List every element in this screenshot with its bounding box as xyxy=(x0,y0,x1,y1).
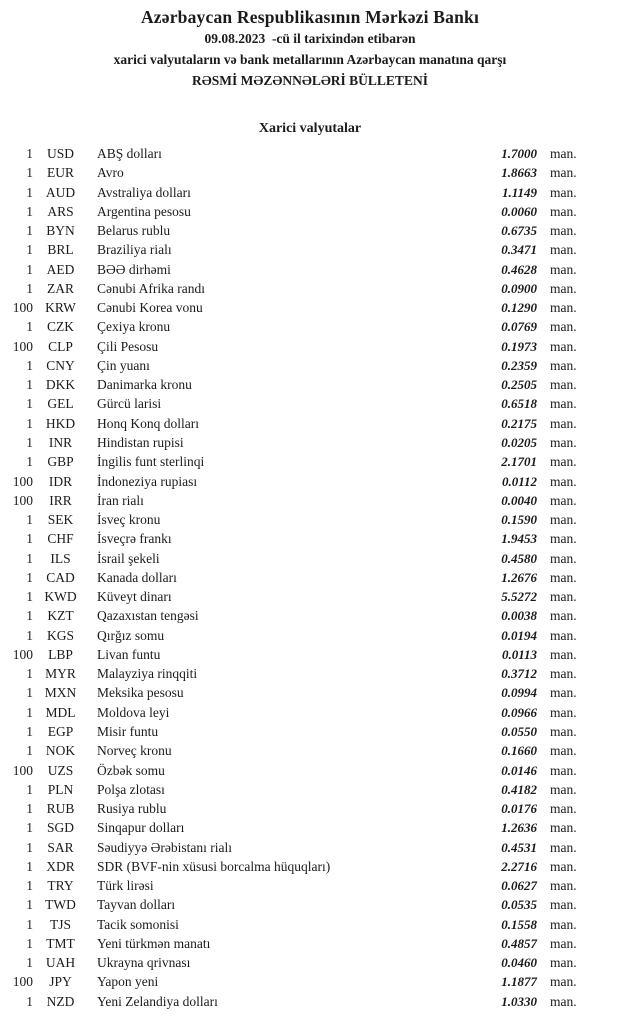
currency-name: Belarus rublu xyxy=(97,223,171,239)
exchange-rate-row xyxy=(0,818,620,837)
exchange-rate-row xyxy=(0,568,620,587)
currency-quantity: 100 xyxy=(12,338,33,354)
currency-quantity: 100 xyxy=(12,974,33,990)
effective-date-line: 09.08.2023 -cü il tarixindən etibarən xyxy=(204,31,416,46)
currency-code: NOK xyxy=(45,743,76,759)
exchange-rate-row xyxy=(0,972,620,991)
rate-unit-label: man. xyxy=(550,569,577,585)
exchange-rate-row xyxy=(0,722,620,741)
exchange-rate-row xyxy=(0,626,620,645)
currency-quantity: 1 xyxy=(26,319,33,335)
currency-quantity: 1 xyxy=(26,512,33,528)
rate-unit-label: man. xyxy=(550,646,577,662)
currency-name: Tacik somonisi xyxy=(97,916,179,932)
rate-unit-label: man. xyxy=(550,781,577,797)
currency-quantity: 1 xyxy=(26,897,33,913)
currency-code: CHF xyxy=(47,531,74,547)
currency-quantity: 1 xyxy=(26,569,33,585)
rate-unit-label: man. xyxy=(550,357,577,373)
currency-quantity: 1 xyxy=(26,531,33,547)
exchange-rate-row xyxy=(0,703,620,722)
rate-unit-label: man. xyxy=(550,396,577,412)
rate-value: 0.0627 xyxy=(501,878,537,894)
rate-unit-label: man. xyxy=(550,415,577,431)
currency-name: Cənubi Afrika randı xyxy=(97,280,205,296)
currency-code: TWD xyxy=(45,897,76,913)
exchange-rate-row xyxy=(0,934,620,953)
rate-value: 0.0994 xyxy=(501,685,537,701)
rate-value: 0.6518 xyxy=(501,396,537,412)
currency-name: Rusiya rublu xyxy=(97,801,167,817)
exchange-rate-row xyxy=(0,491,620,510)
currency-code: EGP xyxy=(47,723,74,739)
currency-quantity: 1 xyxy=(26,878,33,894)
exchange-rate-row xyxy=(0,260,620,279)
currency-code: BYN xyxy=(46,223,75,239)
rate-unit-label: man. xyxy=(550,916,577,932)
rate-unit-label: man. xyxy=(550,993,577,1009)
currency-code: UZS xyxy=(47,762,74,778)
currency-name: Norveç kronu xyxy=(97,743,172,759)
currency-code: NZD xyxy=(46,993,75,1009)
currency-quantity: 1 xyxy=(26,242,33,258)
rate-value: 0.6735 xyxy=(501,223,537,239)
rate-unit-label: man. xyxy=(550,434,577,450)
currency-name: Yapon yeni xyxy=(97,974,159,990)
currency-code: AUD xyxy=(45,184,76,200)
exchange-rate-row xyxy=(0,183,620,202)
rate-unit-label: man. xyxy=(550,454,577,470)
currency-name: İran rialı xyxy=(97,492,144,508)
rate-value: 0.3471 xyxy=(501,242,537,258)
rate-value: 0.0060 xyxy=(501,203,537,219)
currency-code: MDL xyxy=(45,704,76,720)
currency-code: MYR xyxy=(45,666,76,682)
currency-quantity: 1 xyxy=(26,223,33,239)
exchange-rate-row xyxy=(0,857,620,876)
currency-code: GBP xyxy=(47,454,74,470)
exchange-rate-row xyxy=(0,356,620,375)
rate-unit-label: man. xyxy=(550,955,577,971)
currency-quantity: 1 xyxy=(26,704,33,720)
rate-value: 1.2676 xyxy=(501,569,537,585)
exchange-rate-row xyxy=(0,761,620,780)
rate-value: 2.1701 xyxy=(501,454,537,470)
currency-code: EUR xyxy=(47,165,74,181)
currency-name: İsveçrə frankı xyxy=(97,531,172,547)
currency-quantity: 1 xyxy=(26,839,33,855)
rate-value: 0.0550 xyxy=(501,723,537,739)
currency-quantity: 100 xyxy=(12,473,33,489)
rate-unit-label: man. xyxy=(550,762,577,778)
exchange-rate-row xyxy=(0,394,620,413)
currency-name: Malayziya rinqqiti xyxy=(97,666,198,682)
exchange-rate-row xyxy=(0,876,620,895)
currency-quantity: 1 xyxy=(26,858,33,874)
rate-value: 1.0330 xyxy=(501,993,537,1009)
rate-unit-label: man. xyxy=(550,608,577,624)
currency-name: Livan funtu xyxy=(97,646,161,662)
rate-unit-label: man. xyxy=(550,531,577,547)
rate-unit-label: man. xyxy=(550,935,577,951)
currency-name: İsrail şekeli xyxy=(97,550,160,566)
currency-code: CAD xyxy=(46,569,75,585)
currency-code: IDR xyxy=(48,473,73,489)
currency-name: Avro xyxy=(97,165,124,181)
exchange-rates-table xyxy=(0,144,620,1011)
rate-unit-label: man. xyxy=(550,589,577,605)
currency-quantity: 1 xyxy=(26,396,33,412)
rate-value: 0.0176 xyxy=(501,801,537,817)
rate-value: 0.0194 xyxy=(501,627,537,643)
rate-unit-label: man. xyxy=(550,473,577,489)
rate-unit-label: man. xyxy=(550,878,577,894)
rate-unit-label: man. xyxy=(550,223,577,239)
currency-code: DKK xyxy=(45,377,76,393)
currency-name: Səudiyyə Ərəbistanı rialı xyxy=(97,839,232,855)
currency-quantity: 100 xyxy=(12,646,33,662)
currency-quantity: 1 xyxy=(26,820,33,836)
exchange-rate-row xyxy=(0,895,620,914)
currency-name: Türk lirəsi xyxy=(97,878,154,894)
currency-code: ILS xyxy=(50,550,71,566)
exchange-rate-row xyxy=(0,298,620,317)
currency-name: Özbək somu xyxy=(97,762,165,778)
currency-quantity: 1 xyxy=(26,415,33,431)
currency-quantity: 1 xyxy=(26,589,33,605)
rate-unit-label: man. xyxy=(550,704,577,720)
exchange-rate-row xyxy=(0,144,620,163)
currency-quantity: 1 xyxy=(26,377,33,393)
currency-code: KGS xyxy=(46,627,74,643)
rate-unit-label: man. xyxy=(550,377,577,393)
currency-name: Sinqapur dolları xyxy=(97,820,185,836)
currency-quantity: 1 xyxy=(26,357,33,373)
rate-value: 0.3712 xyxy=(501,666,537,682)
currency-code: USD xyxy=(46,146,74,161)
currency-quantity: 1 xyxy=(26,184,33,200)
currency-quantity: 1 xyxy=(26,916,33,932)
currency-quantity: 1 xyxy=(26,993,33,1009)
currency-code: UAH xyxy=(45,955,76,971)
currency-code: TRY xyxy=(47,878,74,894)
currency-name: Çexiya kronu xyxy=(97,319,171,335)
exchange-rate-row xyxy=(0,683,620,702)
exchange-rate-row xyxy=(0,664,620,683)
rate-unit-label: man. xyxy=(550,338,577,354)
subject-line: xarici valyutaların və bank metallarının Azərbaycan manatına qarşı xyxy=(113,52,507,67)
exchange-rate-row xyxy=(0,992,620,1011)
currency-name: Kanada dolları xyxy=(97,569,177,585)
rate-unit-label: man. xyxy=(550,165,577,181)
rate-unit-label: man. xyxy=(550,666,577,682)
currency-quantity: 1 xyxy=(26,743,33,759)
exchange-rate-row xyxy=(0,375,620,394)
currency-name: Avstraliya dolları xyxy=(97,184,191,200)
exchange-rate-row xyxy=(0,529,620,548)
rate-unit-label: man. xyxy=(550,974,577,990)
currency-name: BƏƏ dirhəmi xyxy=(97,261,171,277)
rate-unit-label: man. xyxy=(550,723,577,739)
exchange-rate-row xyxy=(0,549,620,568)
exchange-rate-row xyxy=(0,317,620,336)
rate-value: 0.1290 xyxy=(501,300,537,316)
rate-value: 0.4531 xyxy=(501,839,537,855)
rate-unit-label: man. xyxy=(550,897,577,913)
currency-quantity: 1 xyxy=(26,955,33,971)
currency-code: TMT xyxy=(46,935,75,951)
rate-value: 0.0900 xyxy=(501,280,537,296)
exchange-rate-row xyxy=(0,472,620,491)
rate-value: 1.1877 xyxy=(501,974,537,990)
rate-value: 1.1149 xyxy=(501,184,537,200)
rate-value: 0.0535 xyxy=(501,897,537,913)
currency-quantity: 1 xyxy=(26,666,33,682)
section-title-foreign-currencies: Xarici valyutalar xyxy=(258,121,362,136)
currency-quantity: 1 xyxy=(26,280,33,296)
rate-value: 0.4182 xyxy=(501,781,537,797)
currency-name: Misir funtu xyxy=(97,723,159,739)
rate-value: 0.0146 xyxy=(501,762,537,778)
rate-unit-label: man. xyxy=(550,184,577,200)
rate-unit-label: man. xyxy=(550,820,577,836)
bulletin-header xyxy=(0,0,620,91)
rate-unit-label: man. xyxy=(550,319,577,335)
currency-name: Danimarka kronu xyxy=(97,377,192,393)
rate-unit-label: man. xyxy=(550,203,577,219)
rate-unit-label: man. xyxy=(550,492,577,508)
currency-code: ARS xyxy=(47,203,74,219)
bulletin-title: RƏSMİ MƏZƏNNƏLƏRİ BÜLLETENİ xyxy=(192,73,428,88)
rate-value: 0.2175 xyxy=(501,415,537,431)
rate-value: 2.2716 xyxy=(501,858,537,874)
rate-value: 1.8663 xyxy=(501,165,537,181)
currency-quantity: 1 xyxy=(26,165,33,181)
exchange-rate-row xyxy=(0,414,620,433)
currency-name: Braziliya rialı xyxy=(97,242,172,258)
currency-name: İngilis funt sterlinqi xyxy=(97,454,205,470)
rate-value: 0.2505 xyxy=(501,377,537,393)
currency-quantity: 1 xyxy=(26,627,33,643)
exchange-rate-row xyxy=(0,221,620,240)
rate-unit-label: man. xyxy=(550,627,577,643)
currency-quantity: 100 xyxy=(12,762,33,778)
exchange-rate-row xyxy=(0,606,620,625)
exchange-rate-row xyxy=(0,838,620,857)
rate-value: 0.0112 xyxy=(501,473,537,489)
rate-unit-label: man. xyxy=(550,550,577,566)
rate-value: 0.0205 xyxy=(501,434,537,450)
exchange-rate-row xyxy=(0,780,620,799)
currency-name: Yeni Zelandiya dolları xyxy=(97,993,218,1009)
currency-name: Küveyt dinarı xyxy=(97,589,172,605)
exchange-rate-row xyxy=(0,953,620,972)
currency-code: MXN xyxy=(44,685,77,701)
currency-quantity: 1 xyxy=(26,935,33,951)
rate-unit-label: man. xyxy=(550,801,577,817)
rate-unit-label: man. xyxy=(550,858,577,874)
rate-value: 1.9453 xyxy=(501,531,537,547)
currency-name: Ukrayna qrivnası xyxy=(97,955,191,971)
rate-value: 1.7000 xyxy=(501,146,537,161)
currency-code: KZT xyxy=(47,608,74,624)
exchange-rate-row xyxy=(0,741,620,760)
currency-name: Polşa zlotası xyxy=(97,781,165,797)
rate-unit-label: man. xyxy=(550,261,577,277)
currency-quantity: 1 xyxy=(26,723,33,739)
rate-value: 0.0769 xyxy=(501,319,537,335)
currency-name: Argentina pesosu xyxy=(97,203,191,219)
currency-name: Moldova leyi xyxy=(97,704,170,720)
rate-value: 0.0460 xyxy=(501,955,537,971)
currency-name: Qırğız somu xyxy=(97,627,165,643)
exchange-rate-row xyxy=(0,452,620,471)
rate-value: 0.1590 xyxy=(501,512,537,528)
currency-code: INR xyxy=(48,434,73,450)
currency-code: SEK xyxy=(47,512,74,528)
currency-quantity: 1 xyxy=(26,146,33,161)
currency-name: ABŞ dolları xyxy=(97,146,162,161)
rate-value: 0.2359 xyxy=(501,357,537,373)
rate-unit-label: man. xyxy=(550,280,577,296)
rate-unit-label: man. xyxy=(550,242,577,258)
currency-code: CLP xyxy=(48,338,73,354)
currency-name: Cənubi Korea vonu xyxy=(97,300,203,316)
currency-quantity: 1 xyxy=(26,261,33,277)
currency-code: ZAR xyxy=(47,280,74,296)
exchange-rate-row xyxy=(0,240,620,259)
exchange-rate-row xyxy=(0,433,620,452)
currency-code: SAR xyxy=(47,839,74,855)
exchange-rate-row xyxy=(0,279,620,298)
currency-name: İndoneziya rupiası xyxy=(97,473,198,489)
rate-unit-label: man. xyxy=(550,146,577,161)
currency-quantity: 1 xyxy=(26,781,33,797)
currency-name: Honq Konq dolları xyxy=(97,415,199,431)
rate-value: 5.5272 xyxy=(501,589,537,605)
exchange-rate-row xyxy=(0,163,620,182)
currency-code: CNY xyxy=(46,357,75,373)
currency-quantity: 1 xyxy=(26,203,33,219)
rate-value: 0.4580 xyxy=(501,550,537,566)
rate-value: 1.2636 xyxy=(501,820,537,836)
currency-name: İsveç kronu xyxy=(97,512,161,528)
currency-quantity: 100 xyxy=(12,492,33,508)
exchange-rate-row xyxy=(0,799,620,818)
rate-unit-label: man. xyxy=(550,685,577,701)
exchange-rate-row xyxy=(0,510,620,529)
currency-quantity: 1 xyxy=(26,454,33,470)
rate-unit-label: man. xyxy=(550,743,577,759)
currency-code: KWD xyxy=(44,589,77,605)
currency-name: Gürcü larisi xyxy=(97,396,162,412)
currency-name: Yeni türkmən manatı xyxy=(97,935,211,951)
currency-quantity: 100 xyxy=(12,300,33,316)
currency-code: KRW xyxy=(45,300,76,316)
currency-quantity: 1 xyxy=(26,550,33,566)
rate-unit-label: man. xyxy=(550,839,577,855)
rate-value: 0.0040 xyxy=(501,492,537,508)
currency-code: GEL xyxy=(47,396,74,412)
exchange-rate-row xyxy=(0,337,620,356)
currency-name: Qazaxıstan tengəsi xyxy=(97,608,199,624)
rate-value: 0.0966 xyxy=(501,704,537,720)
currency-quantity: 1 xyxy=(26,608,33,624)
currency-name: Hindistan rupisi xyxy=(97,434,184,450)
rate-value: 0.4628 xyxy=(501,261,537,277)
currency-code: LBP xyxy=(48,646,73,662)
currency-code: XDR xyxy=(46,858,75,874)
exchange-rate-row xyxy=(0,645,620,664)
currency-quantity: 1 xyxy=(26,434,33,450)
rate-value: 0.0113 xyxy=(501,646,537,662)
bank-title: Azərbaycan Respublikasının Mərkəzi Bankı xyxy=(140,7,480,27)
rate-value: 0.1558 xyxy=(501,916,537,932)
currency-quantity: 1 xyxy=(26,801,33,817)
currency-code: IRR xyxy=(49,492,72,508)
currency-code: CZK xyxy=(47,319,74,335)
rate-value: 0.1660 xyxy=(501,743,537,759)
currency-quantity: 1 xyxy=(26,685,33,701)
currency-code: PLN xyxy=(47,781,74,797)
currency-code: TJS xyxy=(49,916,71,932)
currency-code: AED xyxy=(46,261,75,277)
currency-name: Çin yuanı xyxy=(97,357,150,373)
currency-code: JPY xyxy=(49,974,72,990)
rate-unit-label: man. xyxy=(550,300,577,316)
currency-code: RUB xyxy=(46,801,75,817)
rate-unit-label: man. xyxy=(550,512,577,528)
currency-code: BRL xyxy=(47,242,74,258)
currency-code: HKD xyxy=(45,415,76,431)
currency-code: SGD xyxy=(46,820,74,836)
exchange-rate-row xyxy=(0,915,620,934)
currency-name: Çili Pesosu xyxy=(97,338,159,354)
currency-name: Tayvan dolları xyxy=(97,897,176,913)
currency-name: Meksika pesosu xyxy=(97,685,184,701)
currency-name: SDR (BVF-nin xüsusi borcalma hüquqları) xyxy=(97,858,331,874)
rate-value: 0.1973 xyxy=(501,338,537,354)
exchange-rate-row xyxy=(0,587,620,606)
exchange-rate-row xyxy=(0,202,620,221)
rate-value: 0.4857 xyxy=(501,935,537,951)
rate-value: 0.0038 xyxy=(501,608,537,624)
